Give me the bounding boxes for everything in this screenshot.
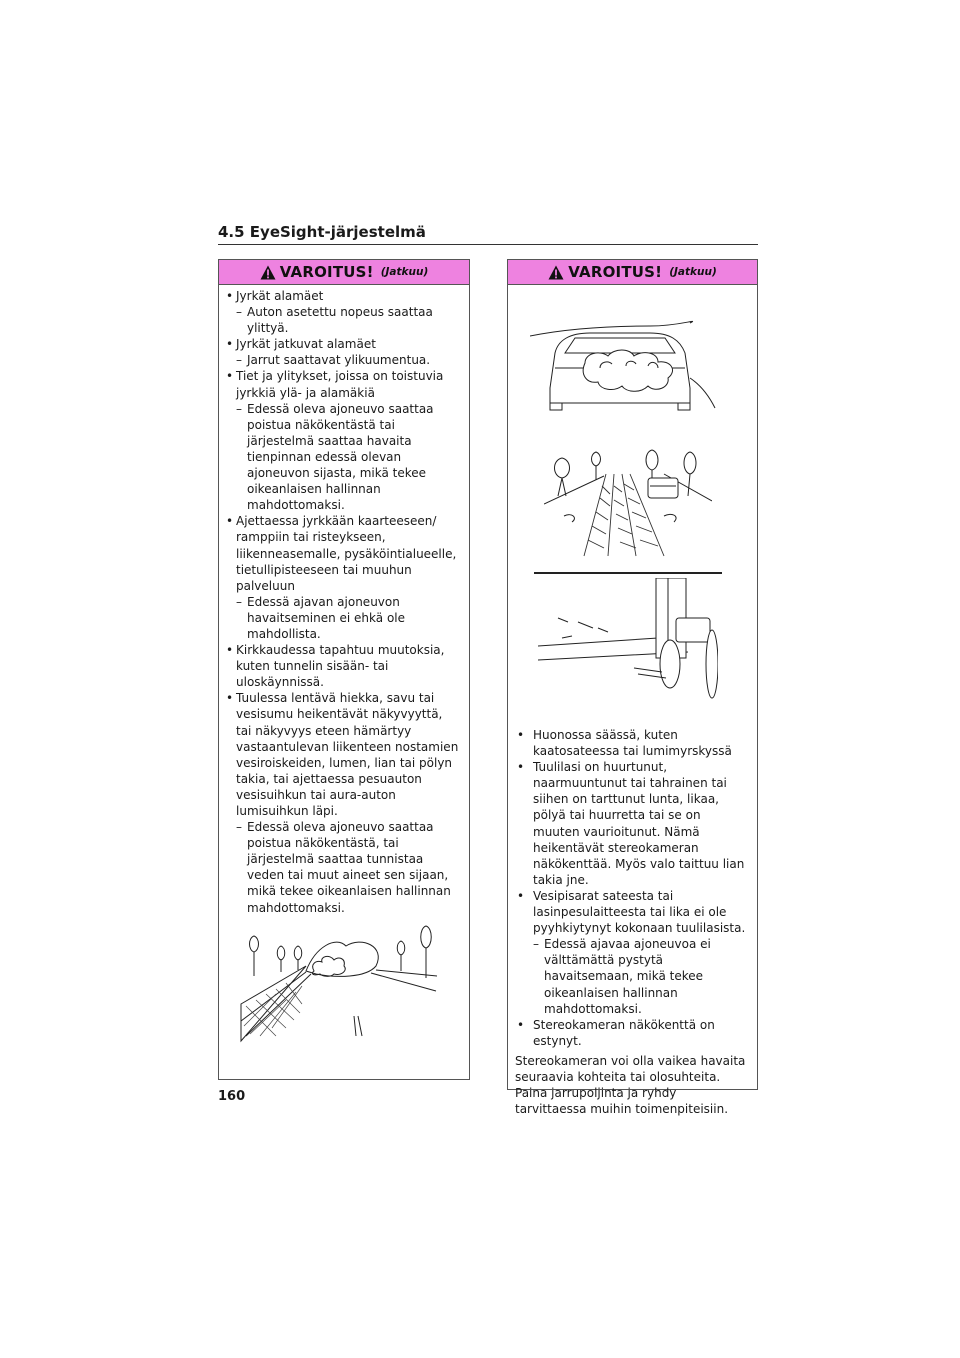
sub-item: – Auton asetettu nopeus saattaa ylittyä. (236, 305, 433, 336)
warning-triangle-icon (260, 265, 276, 280)
warning-content (219, 285, 469, 916)
road-water-spray-illustration (544, 446, 712, 558)
sub-item: – Edessä oleva ajoneuvo saattaa poistua näkökentästä, tai järjestelmä saattaa tunnistaa veden tai muut aineet sen sijaan, mikä tekee oikeanlaisen hallinnan mahdottomaksi. (236, 820, 451, 915)
paragraph: Stereokameran voi olla vaikea havaita seuraavia kohteita tai olosuhteita. Paina jarrupoljinta ja ryhdy tarvittaessa muihin toimenpiteisiin. (515, 1053, 746, 1117)
warning-header (508, 260, 757, 285)
warning-title: VAROITUS! (279, 263, 374, 281)
sub-item: – Edessä ajavaa ajoneuvoa ei välttämättä pystytä havaitsemaan, mikä tekee oikeanlaisen hallinnan mahdottomaksi. (533, 937, 711, 1016)
list-item: • Tuulessa lentävä hiekka, savu tai vesisumu heikentävät näkyvyyttä, tai näkyvyys eteen hämärtyy vastaantulevan liikenteen nostamien vesiroiskeiden, lumen, lian tai pölyn takia, tai ajettaessa pesuauton vesisuihkun tai aura-auton lumisuihkun läpi. (226, 691, 459, 818)
illustration-divider (534, 572, 722, 574)
list-item: • Huonossa säässä, kuten kaatosateessa tai lumimyrskyssä (517, 728, 732, 759)
sub-item: – Jarrut saattavat ylikuumentua. (236, 353, 431, 368)
list-item: • Kirkkaudessa tapahtuu muutoksia, kuten tunnelin sisään- tai uloskäynnissä. (226, 643, 445, 690)
section-title: 4.5 EyeSight-järjestelmä (218, 222, 758, 245)
list-item: • Jyrkät alamäet (226, 289, 324, 303)
list-item: • Vesipisarat sateesta tai lasinpesulaitteesta tai lika ei ole pyyhkiytynyt kokonaan tuulilasista. (517, 888, 746, 936)
warning-continued: (Jatkuu) (380, 266, 429, 278)
list-item: • Ajettaessa jyrkkään kaarteeseen/ ramppiin tai risteykseen, liikenneasemalle, pysäköintialueelle, tietullipisteeseen tai muuhun palveluun (226, 514, 457, 593)
warning-content (508, 724, 757, 1117)
list-item: • Jyrkät jatkuvat alamäet (226, 337, 376, 352)
warning-title: VAROITUS! (568, 263, 663, 281)
warning-triangle-icon (548, 265, 564, 280)
warning-continued: (Jatkuu) (669, 266, 717, 278)
page-number: 160 (218, 1089, 246, 1104)
warning-header (219, 260, 469, 285)
car-exhaust-illustration (530, 318, 720, 413)
list-item: • Tuulilasi on huurtunut, naarmuuntunut tai tahrainen tai siihen on tarttunut lunta, likaa, pölyä tai huurretta tai se on muuten vaurioitunut. Nämä heikentävät stereokameran näkökenttää. Myös valo taittuu lian takia jne. (517, 760, 745, 887)
road-spray-illustration (236, 916, 442, 1050)
list-item: • Stereokameran näkökenttä on estynyt. (517, 1017, 715, 1048)
list-item: • Tiet ja ylitykset, joissa on toistuvia jyrkkiä ylä- ja alamäkiä (226, 369, 444, 400)
sub-item: – Edessä ajavan ajoneuvon havaitseminen ei ehkä ole mahdollista. (236, 594, 406, 641)
sub-item: – Edessä oleva ajoneuvo saattaa poistua näkökentästä tai järjestelmä saattaa havaita tienpinnan edessä olevan ajoneuvon sijasta, mikä tekee oikeanlaisen hallinnan mahdottomaksi. (236, 401, 434, 513)
wet-road-illustration (538, 578, 718, 700)
